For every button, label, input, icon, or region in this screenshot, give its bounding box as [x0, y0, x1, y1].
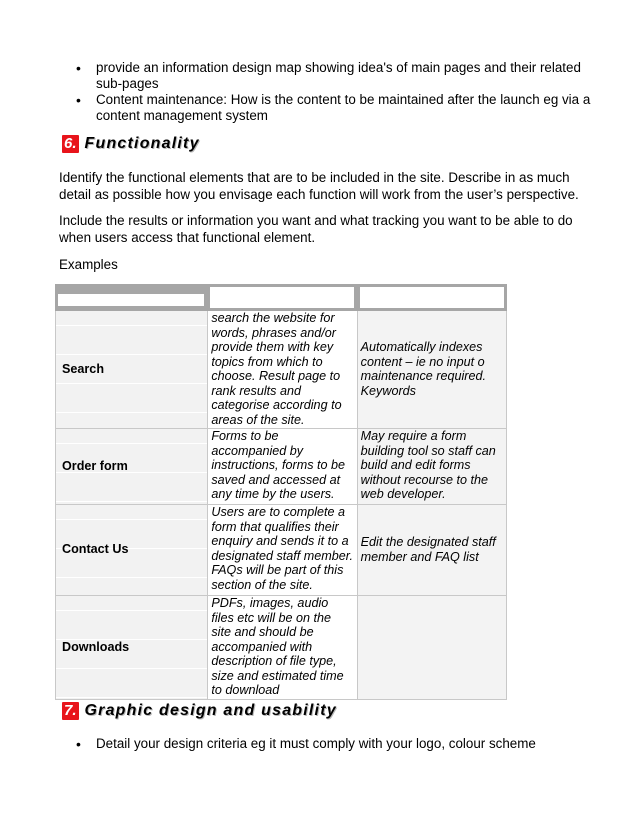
- table-row: [55, 311, 507, 429]
- function-name-cell: Downloads: [55, 596, 207, 700]
- table-row: [55, 505, 507, 596]
- examples-label: Examples: [59, 257, 118, 272]
- section-title: Graphic design and usability: [84, 702, 337, 719]
- table-row: [55, 596, 507, 700]
- table-header-row: [55, 284, 507, 311]
- function-notes-cell: Automatically indexes content – ie no input o maintenance required. Keywords: [357, 311, 507, 429]
- bullet-item-content-maintenance: • Content maintenance: How is the content to be maintained after the launch eg via a content management system: [74, 92, 594, 124]
- table-header-cell: [207, 284, 356, 311]
- function-description-cell: search the website for words, phrases and/or provide them with key topics from which to choose. Result page to rank results and categorise according to areas of the site.: [207, 311, 356, 429]
- bullet-item-design-criteria: • Detail your design criteria eg it must comply with your logo, colour scheme: [74, 736, 594, 752]
- section-number-badge: 7.: [64, 702, 77, 719]
- function-notes-cell: [357, 596, 507, 700]
- function-notes-cell: Edit the designated staff member and FAQ list: [357, 505, 507, 596]
- section-heading-functionality: [62, 135, 200, 153]
- function-description-cell: Forms to be accompanied by instructions, forms to be saved and accessed at any time by the users.: [207, 429, 356, 505]
- section-number-badge: 6.: [64, 135, 77, 152]
- function-name-cell: Contact Us: [55, 505, 207, 596]
- bottom-bullet-list: [74, 736, 594, 752]
- table-row: [55, 429, 507, 505]
- table-header-cell: [357, 284, 507, 311]
- table-header-cell: [55, 284, 207, 311]
- top-bullet-list: [74, 60, 594, 124]
- tracking-paragraph: Include the results or information you want and what tracking you want to be able to do when users access that functional element.: [59, 213, 573, 245]
- functionality-table: [55, 284, 507, 700]
- bullet-item-info-design-map: • provide an information design map showing idea's of main pages and their related sub-pages: [74, 60, 594, 92]
- function-name-cell: Order form: [55, 429, 207, 505]
- function-description-cell: Users are to complete a form that qualifies their enquiry and sends it to a designated staff member. FAQs will be part of this section of the site.: [207, 505, 356, 596]
- section-title: Functionality: [84, 135, 200, 152]
- function-description-cell: PDFs, images, audio files etc will be on the site and should be accompanied with description of file type, size and estimated time to download: [207, 596, 356, 700]
- function-name-cell: Search: [55, 311, 207, 429]
- function-notes-cell: May require a form building tool so staff can build and edit forms without recourse to the web developer.: [357, 429, 507, 505]
- intro-paragraph: Identify the functional elements that are to be included in the site. Describe in as much detail as possible how you envisage each function will work from the user’s perspective.: [59, 170, 579, 202]
- section-heading-graphic-design: [62, 702, 337, 720]
